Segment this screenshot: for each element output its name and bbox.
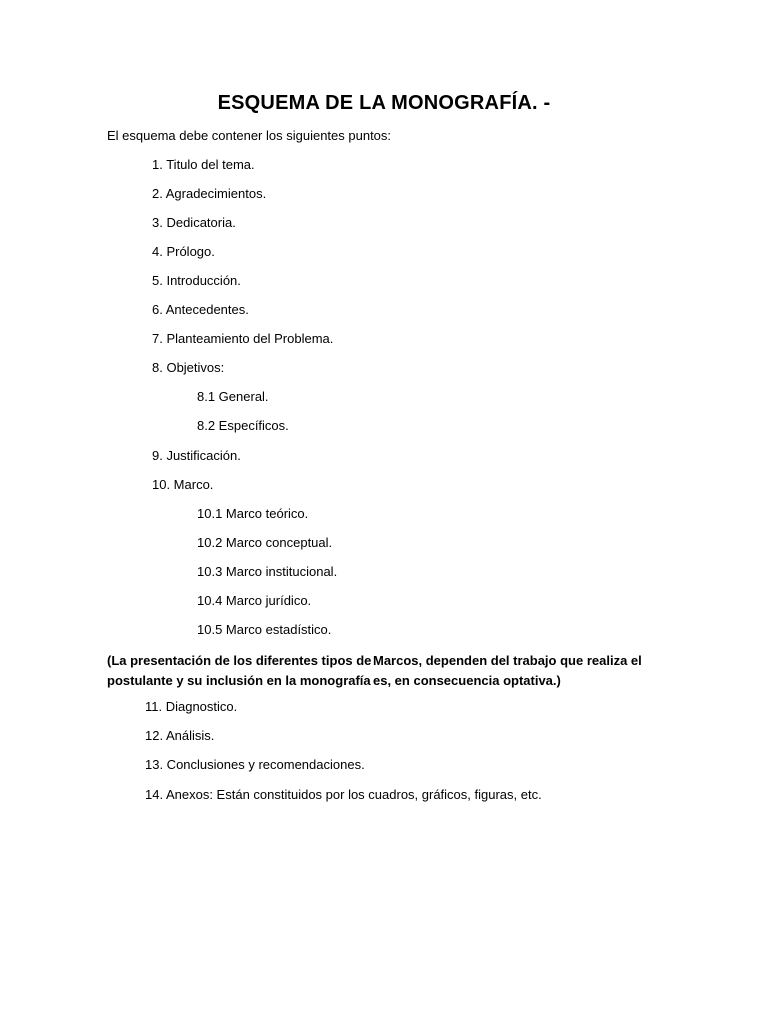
list-item: 5. Introducción. (152, 273, 241, 288)
page-title: ESQUEMA DE LA MONOGRAFÍA. - (217, 92, 551, 114)
note-line: postulante y su inclusión en la monografía (107, 673, 371, 688)
list-item: 1. Titulo del tema. (152, 157, 255, 172)
list-subitem: 10.4 Marco jurídico. (197, 593, 312, 608)
list-item: 7. Planteamiento del Problema. (152, 331, 334, 346)
intro-text: El esquema debe contener los siguientes puntos: (107, 128, 392, 143)
list-item: 2. Agradecimientos. (152, 186, 267, 201)
list-item: 13. Conclusiones y recomendaciones. (145, 757, 365, 772)
list-item: 11. Diagnostico. (145, 699, 238, 714)
list-item: 6. Antecedentes. (152, 302, 249, 317)
list-item: 12. Análisis. (145, 728, 215, 743)
note-left-column (107, 651, 371, 691)
note-line: Marcos, dependen del trabajo que realiza el (373, 653, 642, 668)
list-item: 10. Marco. (152, 477, 214, 492)
list-item: 9. Justificación. (152, 448, 241, 463)
note-line: es, en consecuencia optativa.) (373, 673, 561, 688)
list-item: 3. Dedicatoria. (152, 215, 236, 230)
list-subitem: 8.1 General. (197, 389, 269, 404)
list-subitem: 10.1 Marco teórico. (197, 506, 309, 521)
list-subitem: 10.5 Marco estadístico. (197, 622, 332, 637)
list-subitem: 8.2 Específicos. (197, 418, 289, 433)
note-right-column (373, 651, 642, 691)
note-line: (La presentación de los diferentes tipos de (107, 653, 372, 668)
list-item: 4. Prólogo. (152, 244, 215, 259)
list-subitem: 10.2 Marco conceptual. (197, 535, 333, 550)
list-subitem: 10.3 Marco institucional. (197, 564, 338, 579)
list-item: 8. Objetivos: (152, 360, 225, 375)
list-item: 14. Anexos: Están constituidos por los cuadros, gráficos, figuras, etc. (145, 787, 542, 802)
